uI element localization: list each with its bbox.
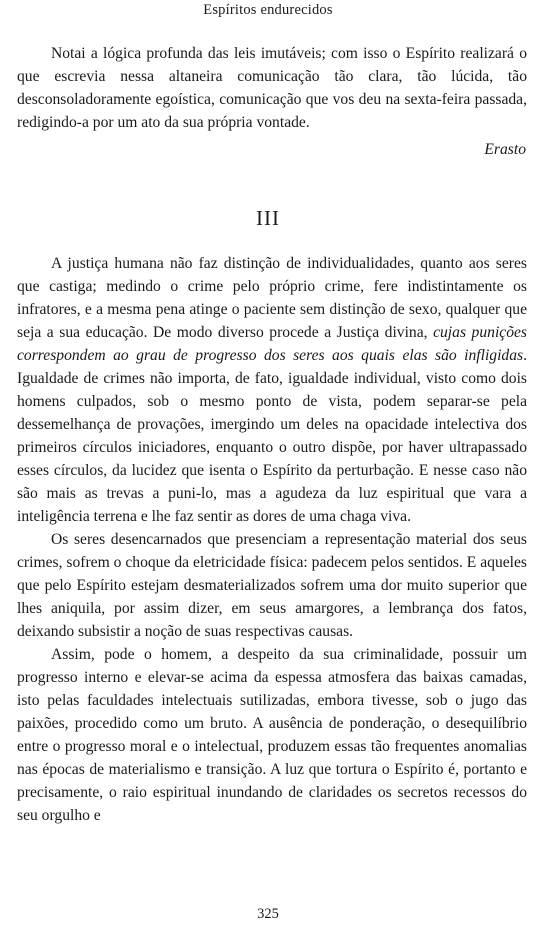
intro-paragraph: Notai a lógica profunda das leis imutáveis; com isso o Espírito realizará o que escrevia nessa altaneira comunicação tão clara, tão lúcida, tão desconsoladoramente egoística, comunicação que vos deu na sexta-feira passada, redigindo-a por um ato da sua própria vontade. — [17, 45, 527, 131]
intro-text — [17, 42, 527, 134]
page-number: 325 — [257, 906, 279, 922]
paragraph-2: Os seres desencarnados que presenciam a representação material dos seus crimes, sofrem o choque da eletricidade física: padecem pelos sentidos. E aqueles que pelo Espírito estejam desmaterializados sofrem uma dor muito superior que lhes aniquila, por assim dizer, em seus amargores, a lembrança dos fatos, deixando subsistir a noção de suas respectivas causas. — [17, 531, 527, 640]
section-heading: III — [256, 206, 280, 230]
paragraph-1-end: . Igualdade de crimes não importa, de fato, igualdade individual, visto como dois homens culpados, sob o mesmo ponto de vista, podem separar-se pela dessemelhança de provações, imergindo um deles na opacidade intelectiva dos primeiros círculos iniciadores, enquanto o outro dispõe, por haver ultrapassado esses círculos, da lucidez que isenta o Espírito da perturbação. E nesse caso não são mais as trevas a puni-lo, mas a agudeza da luz espiritual que vara a inteligência terrena e lhe faz sentir as dores de uma chaga viva. — [17, 347, 527, 525]
running-header: Espíritos endurecidos — [203, 2, 333, 18]
section-text — [17, 252, 527, 827]
signature: Erasto — [484, 141, 526, 158]
paragraph-1-italic: cujas punições correspondem ao grau de progresso dos seres aos quais elas são infligidas — [17, 324, 527, 364]
paragraph-1 — [17, 252, 527, 528]
paragraph-3: Assim, pode o homem, a despeito da sua criminalidade, possuir um progresso interno e elevar-se acima da espessa atmosfera das baixas camadas, isto pelas faculdades intelectuais sutilizadas, embora tivesse, sob o jugo das paixões, procedido como um bruto. A ausência de ponderação, o desequilíbrio entre o progresso moral e o intelectual, produzem essas tão frequentes anomalias nas épocas de materialismo e transição. A luz que tortura o Espírito é, portanto e precisamente, o raio espiritual inundando de claridades os secretos recessos do seu orgulho e — [17, 646, 527, 824]
paragraph-1-start: A justiça humana não faz distinção de individualidades, quanto aos seres que castiga; medindo o crime pelo próprio crime, fere indistintamente os infratores, e a mesma pena atinge o paciente sem distinção de sexo, qualquer que seja a sua educação. De modo diverso procede a Justiça divina, — [17, 255, 527, 341]
